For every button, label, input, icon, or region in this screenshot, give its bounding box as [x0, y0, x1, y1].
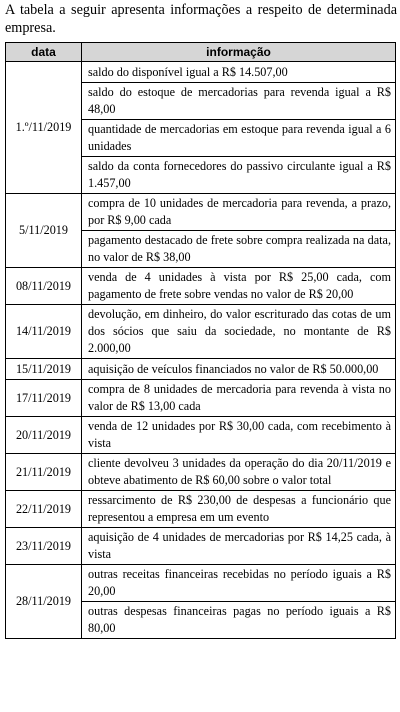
- info-cell: saldo do disponível igual a R$ 14.507,00: [82, 62, 396, 83]
- info-cell: ressarcimento de R$ 230,00 de despesas a funcionário que representou a empresa em um evento: [82, 491, 396, 528]
- date-cell: 28/11/2019: [6, 565, 82, 639]
- table-row: [6, 491, 396, 528]
- info-cell: venda de 4 unidades à vista por R$ 25,00 cada, com pagamento de frete sobre vendas no valor de R$ 20,00: [82, 268, 396, 305]
- date-cell: 14/11/2019: [6, 305, 82, 359]
- info-cell: devolução, em dinheiro, do valor escriturado das cotas de um dos sócios que saiu da sociedade, no montante de R$ 2.000,00: [82, 305, 396, 359]
- info-cell: pagamento destacado de frete sobre compra realizada na data, no valor de R$ 38,00: [82, 231, 396, 268]
- header-date: data: [6, 43, 82, 62]
- date-cell: 5/11/2019: [6, 194, 82, 268]
- info-cell: quantidade de mercadorias em estoque para revenda igual a 6 unidades: [82, 120, 396, 157]
- info-cell: saldo da conta fornecedores do passivo circulante igual a R$ 1.457,00: [82, 157, 396, 194]
- date-cell: 23/11/2019: [6, 528, 82, 565]
- table-row: [6, 454, 396, 491]
- info-cell: aquisição de veículos financiados no valor de R$ 50.000,00: [82, 359, 396, 380]
- table-row: [6, 305, 396, 359]
- table-row: [6, 528, 396, 565]
- table-row: [6, 194, 396, 231]
- table-row: [6, 380, 396, 417]
- table-row: [6, 268, 396, 305]
- date-cell: 21/11/2019: [6, 454, 82, 491]
- info-cell: venda de 12 unidades por R$ 30,00 cada, com recebimento à vista: [82, 417, 396, 454]
- date-cell: 1.º/11/2019: [6, 62, 82, 194]
- table-row: [6, 359, 396, 380]
- header-info: informação: [82, 43, 396, 62]
- date-cell: 08/11/2019: [6, 268, 82, 305]
- info-cell: saldo do estoque de mercadorias para revenda igual a R$ 48,00: [82, 83, 396, 120]
- info-cell: compra de 10 unidades de mercadoria para revenda, a prazo, por R$ 9,00 cada: [82, 194, 396, 231]
- date-cell: 22/11/2019: [6, 491, 82, 528]
- table-row: [6, 62, 396, 83]
- date-cell: 15/11/2019: [6, 359, 82, 380]
- company-info-table: [5, 42, 396, 639]
- info-cell: cliente devolveu 3 unidades da operação do dia 20/11/2019 e obteve abatimento de R$ 60,00 sobre o valor total: [82, 454, 396, 491]
- info-cell: compra de 8 unidades de mercadoria para revenda à vista no valor de R$ 13,00 cada: [82, 380, 396, 417]
- info-cell: aquisição de 4 unidades de mercadorias por R$ 14,25 cada, à vista: [82, 528, 396, 565]
- info-cell: outras despesas financeiras pagas no período iguais a R$ 80,00: [82, 602, 396, 639]
- table-row: [6, 417, 396, 454]
- info-cell: outras receitas financeiras recebidas no período iguais a R$ 20,00: [82, 565, 396, 602]
- intro-paragraph: A tabela a seguir apresenta informações a respeito de determinada empresa.: [5, 2, 397, 36]
- table-header-row: [6, 43, 396, 62]
- date-cell: 17/11/2019: [6, 380, 82, 417]
- table-row: [6, 565, 396, 602]
- date-cell: 20/11/2019: [6, 417, 82, 454]
